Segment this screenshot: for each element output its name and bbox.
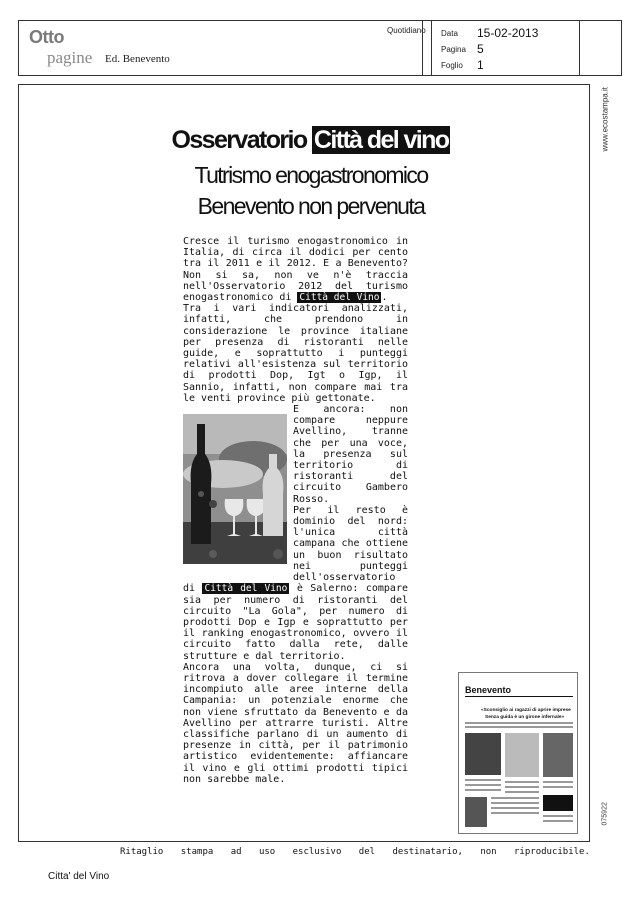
wine-photo-image <box>183 404 287 580</box>
sheet-value: 1 <box>477 58 484 72</box>
edition-label: Ed. Benevento <box>105 53 170 65</box>
header-divider <box>579 21 580 75</box>
article-kicker <box>168 126 454 155</box>
article-body <box>183 236 408 785</box>
source-label: Citta' del Vino <box>48 871 110 882</box>
brand-inline: Città del Vino <box>299 292 380 304</box>
brand-inline: Città del Vino <box>204 583 288 595</box>
kicker-brand: Città del vino <box>313 126 449 154</box>
article-paragraph <box>183 236 408 303</box>
article-paragraph: E ancora: non compare neppure Avellino, tranne che per una voce, la presenza sul territorio di ristoranti del circuito Gambero Rosso. <box>293 404 408 505</box>
thumb-masthead: Benevento <box>465 685 512 695</box>
brand-logo <box>29 27 109 71</box>
page-thumbnail-image <box>459 673 578 834</box>
page-value: 5 <box>477 42 484 56</box>
thumb-headline-2: Senza guida è un girone infernale» <box>485 715 565 720</box>
date-value: 15-02-2013 <box>477 26 539 40</box>
page-thumbnail <box>458 672 578 834</box>
photo-wrap <box>183 404 408 662</box>
thumb-headline-1: «Sconsiglio ai ragazzi di aprire imprese <box>481 708 571 713</box>
site-url: www.ecostampa.it <box>600 87 610 152</box>
clip-code <box>598 796 612 828</box>
page-label: Pagina <box>441 45 466 54</box>
paragraph-text: Cresce il turismo enogastronomico in Italia, di circa il dodici per cento tra il 2011 e il 2012. E a Benevento? Non si sa, non ve n'è traccia nell'Osservatorio 2012 del turismo enogastronomico di <box>183 236 408 304</box>
paragraph-text: è Salerno: compare sia per numero di ristoranti del circuito "La Gola", per numero di prodotti Dop e Igp e soprattutto per il ranking enogastronomico, ovvero il circuito fatto dalla rete, dalle strutture e dal territorio. <box>183 583 408 662</box>
reproduction-notice: Ritaglio stampa ad uso esclusivo del destinatario, non riproducibile. <box>120 847 590 857</box>
article-paragraph: Ancora una volta, dunque, ci si ritrova a dover collegare il termine incompiuto alle aree interne della Campania: un potenziale enorme che non viene sfruttato da Benevento e da Avellino per attrarre turisti. Altre classifiche parlano di un aumento di presenze in città, per il patrimonio artistico evidentemente: affiancare il vino e gli ottimi prodotti tipici non sarebbe male. <box>183 661 408 785</box>
sheet-label: Foglio <box>441 61 463 70</box>
brand-logo-top: Otto <box>29 27 64 47</box>
date-label: Data <box>441 29 458 38</box>
paragraph-text: . <box>381 292 388 304</box>
kicker-text: Osservatorio <box>171 126 307 154</box>
site-label <box>598 87 612 154</box>
paragraph-text: Per il resto è dominio del nord: l'unica città campana che ottiene un buon risultato nei punteggi dell'osservatorio di <box>183 504 408 595</box>
article-title-line-2: Benevento non pervenuta <box>197 193 425 219</box>
article-title-line-1: Tutrismo enogastronomico <box>194 162 428 188</box>
header-divider <box>431 21 432 75</box>
header-box <box>18 20 622 76</box>
article-paragraph: Tra i vari indicatori analizzati, infatti, che prendono in considerazione le province italiane per presenza di ristoranti nelle guide, e soprattutto i punteggi relativi all'esistenza sul territorio di prodotti Dop, Igt o Igp, il Sannio, infatti, non compare mai tra le venti province più gettonate. <box>183 303 408 404</box>
publication-type: Quotidiano <box>387 26 426 35</box>
wine-photo <box>183 404 287 580</box>
brand-logo-bottom: pagine <box>47 48 93 67</box>
clip-code-value: 075922 <box>601 802 609 826</box>
